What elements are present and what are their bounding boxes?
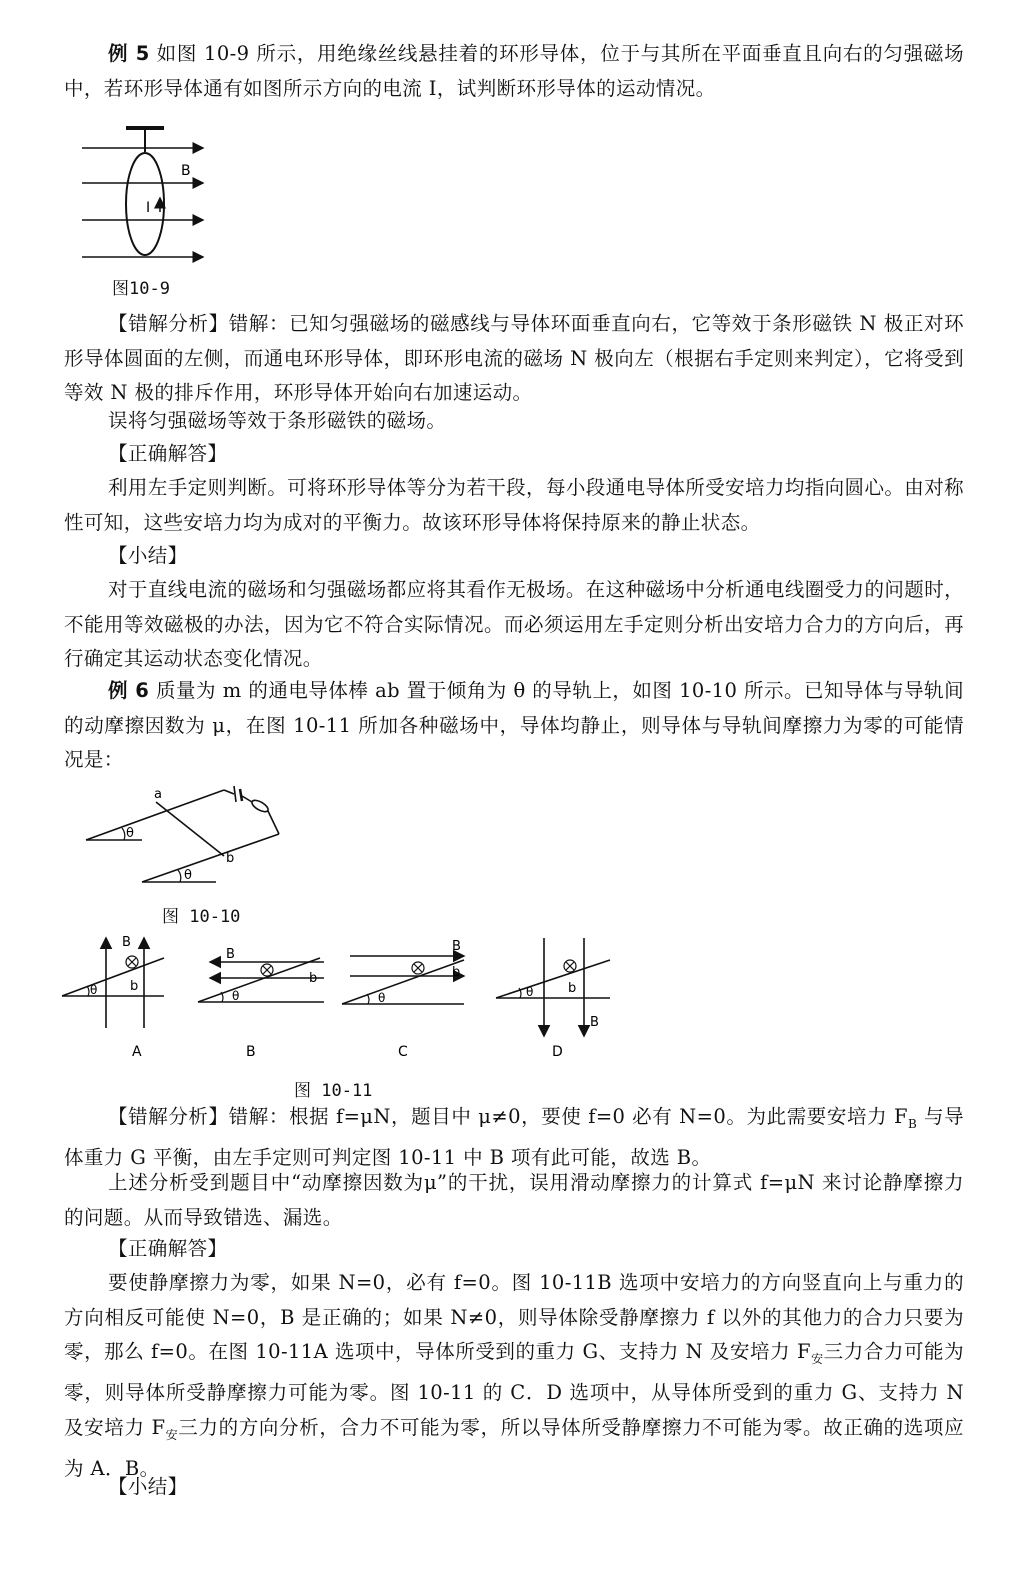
wrong-analysis-2-text-2: 与导体重力 G 平衡，由左手定则可判定图 10-11 中 B 项有此可能，故选 B。 — [64, 1105, 964, 1170]
correct-answer-1-heading: 【正确解答】 — [108, 442, 228, 465]
wire — [224, 790, 234, 794]
wrong-analysis-2-text-1: 【错解分析】错解：根据 f=μN，题目中 μ≠0，要使 f=0 必有 N=0。为此需要安培力 F — [108, 1105, 908, 1128]
figure-10-9-diagram — [78, 120, 228, 300]
angle-arc — [367, 994, 369, 1004]
current-label-i: I — [146, 200, 151, 216]
option-a-diagram — [62, 935, 164, 1028]
figure-10-9-caption: 图10-9 — [112, 279, 170, 299]
angle-arc — [122, 828, 125, 840]
incline — [342, 960, 464, 1004]
example-5-text: 如图 10-9 所示，用绝缘丝线悬挂着的环形导体，位于与其所在平面垂直且向右的匀强磁场中，若环形导体通有如图所示方向的电流 I，试判断环形导体的运动情况。 — [64, 42, 964, 100]
correct-answer-1-text: 利用左手定则判断。可将环形导体等分为若干段，每小段通电导体所受安培力均指向圆心。由对称性可知，这些安培力均为成对的平衡力。故该环形导体将保持原来的静止状态。 — [64, 476, 964, 534]
incline — [62, 958, 164, 996]
wrong-analysis-1: 【错解分析】错解：已知匀强磁场的磁感线与导体环面垂直向右，它等效于条形磁铁 N 极正对环形导体圆面的左侧，而通电环形导体，即环形电流的磁场 N 极向左（根据右手定则来判定），它将受到等效 N 极的排斥作用，环形导体开始向右加速运动。 — [64, 312, 964, 404]
conductor-rod-ab — [156, 802, 224, 856]
field-label-b: B — [122, 935, 131, 950]
option-d-diagram — [496, 938, 610, 1036]
lower-rail — [142, 834, 279, 882]
field-label-b: B — [226, 947, 235, 962]
ring-conductor — [126, 153, 164, 255]
theta-label: θ — [184, 868, 192, 883]
summary-1-text: 对于直线电流的磁场和匀强磁场都应将其看作无极场。在这种磁场中分析通电线圈受力的问题时，不能用等效磁极的办法，因为它不符合实际情况。而必须运用左手定则分析出安培力合力的方向后，再行确定其运动状态变化情况。 — [64, 578, 964, 670]
incline — [496, 960, 610, 998]
figure-10-11-diagram — [60, 928, 630, 1063]
figure-10-9 — [78, 120, 228, 300]
option-d-label: D — [552, 1044, 563, 1060]
correct-answer-2-text — [64, 1266, 964, 1487]
example-5-paragraph — [64, 37, 964, 106]
field-label-b: B — [590, 1015, 599, 1030]
figure-10-10-caption: 图 10-10 — [162, 907, 241, 927]
correct-answer-2-heading: 【正确解答】 — [108, 1237, 228, 1260]
correct-answer-2-text-3: 三力的方向分析，合力不可能为零，所以导体所受静摩擦力不可能为零。故正确的选项应为 A．B。 — [64, 1415, 964, 1481]
correct-answer-2-text-1: 要使静摩擦力为零，如果 N=0，必有 f=0。图 10-11B 选项中安培力的方向竖直向上与重力的方向相反可能使 N=0，B 是正确的；如果 N≠0，则导体除受静摩擦力 f 以外的其他力的合力只要为零，那么 f=0。在图 10-11A 选项中，导体所受到的重力 G、支持力 N 及安培力 F — [64, 1271, 964, 1363]
angle-arc — [87, 986, 89, 996]
summary-1-heading: 【小结】 — [108, 544, 188, 567]
rod-label-b: b — [130, 979, 139, 994]
figure-10-11 — [60, 928, 630, 1100]
subscript-an: 安 — [165, 1427, 179, 1442]
wrong-analysis-2 — [64, 1100, 964, 1176]
battery-plate — [234, 786, 236, 802]
wire — [268, 811, 279, 834]
rod-label-b: b — [309, 971, 318, 986]
option-a-label: A — [132, 1044, 142, 1060]
figure-10-10 — [84, 782, 294, 928]
field-label-b: B — [452, 939, 461, 954]
correct-answer-2-text-2: 三力合力可能为零，则导体所受静摩擦力可能为零。图 10-11 的 C．D 选项中，从导体所受到的重力 G、支持力 N 及安培力 F — [64, 1340, 964, 1439]
wrong-analysis-1-reason: 误将匀强磁场等效于条形磁铁的磁场。 — [108, 409, 447, 432]
theta-label: θ — [126, 826, 134, 841]
example-6-label: 例 6 — [108, 679, 150, 702]
rod-label-b: b — [452, 965, 461, 980]
example-6-paragraph — [64, 674, 964, 778]
summary-2-heading: 【小结】 — [108, 1475, 188, 1498]
subscript-an: 安 — [810, 1351, 824, 1366]
figure-10-10-diagram — [84, 782, 294, 894]
theta-label: θ — [378, 991, 386, 1005]
option-b-label: B — [246, 1044, 256, 1060]
example-6-text: 质量为 m 的通电导体棒 ab 置于倾角为 θ 的导轨上，如图 10-10 所示。已知导体与导轨间的动摩擦因数为 μ，在图 10-11 所加各种磁场中，导体均静止，则导体与导轨间摩擦力为零的可能情况是： — [64, 679, 964, 771]
option-c-label: C — [398, 1044, 408, 1060]
example-5-label: 例 5 — [108, 42, 150, 65]
figure-10-11-caption: 图 10-11 — [294, 1081, 373, 1101]
option-b-diagram — [198, 947, 324, 1003]
option-c-diagram — [342, 939, 464, 1005]
theta-label: θ — [232, 989, 240, 1003]
rod-label-b: b — [568, 981, 577, 996]
incline — [198, 958, 320, 1002]
resistor — [250, 798, 270, 814]
battery-plate — [240, 789, 242, 801]
angle-arc — [178, 870, 181, 882]
subscript-b: B — [907, 1116, 918, 1131]
point-b-label: b — [226, 851, 235, 866]
theta-label: θ — [90, 983, 98, 997]
wrong-analysis-2-reason: 上述分析受到题目中“动摩擦因数为μ”的干扰，误用滑动摩擦力的计算式 f=μN 来讨论静摩擦力的问题。从而导致错选、漏选。 — [64, 1171, 964, 1229]
point-a-label: a — [154, 787, 162, 802]
wire — [242, 796, 252, 802]
field-label-b: B — [181, 163, 191, 179]
theta-label: θ — [526, 985, 534, 999]
